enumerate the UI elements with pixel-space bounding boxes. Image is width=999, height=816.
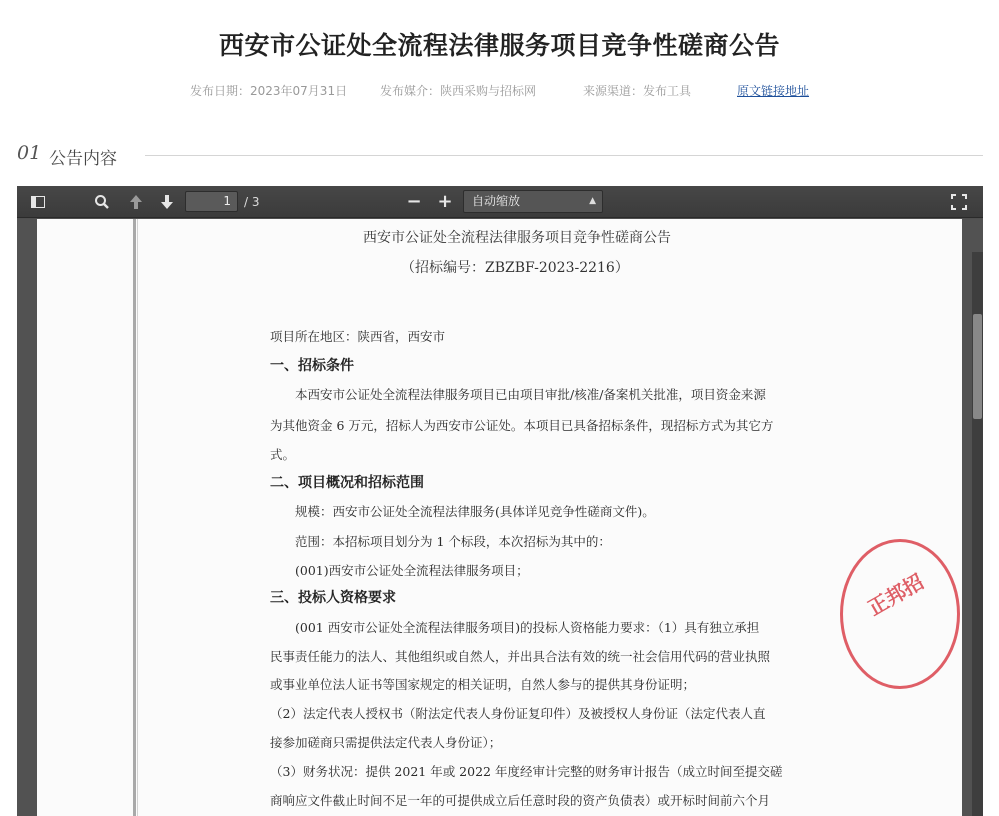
arrow-down-icon[interactable] bbox=[156, 191, 178, 213]
doc-line: （3）财务状况：提供 2021 年或 2022 年度经审计完整的财务审计报告（成立时间至提交磋 bbox=[270, 764, 783, 779]
doc-line: 民事责任能力的法人、其他组织或自然人，并出具合法有效的统一社会信用代码的营业执照 bbox=[270, 649, 771, 664]
scan-edge bbox=[133, 219, 136, 816]
zoom-value: 自动缩放 bbox=[472, 194, 521, 208]
doc-line: 式。 bbox=[270, 447, 296, 462]
section-divider bbox=[145, 155, 983, 156]
doc-line: 范围：本招标项目划分为 1 个标段，本次招标为其中的： bbox=[295, 534, 611, 549]
minus-icon[interactable]: − bbox=[406, 191, 422, 212]
document-area[interactable] bbox=[17, 219, 983, 816]
section-header bbox=[17, 142, 983, 168]
doc-line: (001 西安市公证处全流程法律服务项目)的投标人资格能力要求：（1）具有独立承担 bbox=[295, 620, 760, 635]
pdf-viewer bbox=[17, 186, 983, 816]
sidebar-toggle-icon[interactable] bbox=[27, 191, 49, 213]
source-channel: 来源渠道：发布工具 bbox=[583, 84, 692, 98]
document-page bbox=[37, 219, 962, 816]
section-label: 公告内容 bbox=[49, 149, 117, 169]
page-number-input[interactable]: 1 bbox=[185, 191, 238, 212]
doc-heading-2: 二、项目概况和招标范围 bbox=[270, 475, 424, 491]
original-link[interactable]: 原文链接地址 bbox=[737, 84, 810, 98]
zoom-select[interactable] bbox=[463, 190, 603, 213]
doc-line: 本西安市公证处全流程法律服务项目已由项目审批/核准/备案机关批准，项目资金来源 bbox=[295, 387, 766, 402]
doc-line: 为其他资金 6 万元，招标人为西安市公证处。本项目已具备招标条件，现招标方式为其它方 bbox=[270, 418, 774, 433]
scan-edge-light bbox=[137, 219, 138, 816]
scrollbar[interactable] bbox=[972, 252, 983, 816]
arrow-up-icon[interactable] bbox=[125, 191, 147, 213]
doc-line: (001)西安市公证处全流程法律服务项目； bbox=[295, 563, 529, 578]
doc-region: 项目所在地区：陕西省，西安市 bbox=[270, 329, 446, 344]
fullscreen-icon[interactable] bbox=[948, 191, 970, 213]
page-title: 西安市公证处全流程法律服务项目竞争性磋商公告 bbox=[218, 31, 780, 60]
doc-line: 商响应文件截止时间不足一年的可提供成立后任意时段的资产负债表）或开标时间前六个月 bbox=[270, 793, 771, 808]
doc-line: 接参加磋商只需提供法定代表人身份证）； bbox=[270, 735, 502, 750]
search-icon[interactable] bbox=[91, 191, 113, 213]
publish-date: 发布日期：2023年07月31日 bbox=[190, 84, 348, 98]
publish-media: 发布媒介：陕西采购与招标网 bbox=[380, 84, 537, 98]
doc-title: 西安市公证处全流程法律服务项目竞争性磋商公告 bbox=[363, 230, 671, 246]
doc-line: 或事业单位法人证书等国家规定的相关证明，自然人参与的提供其身份证明； bbox=[270, 677, 696, 692]
section-number: 01 bbox=[17, 142, 42, 164]
chevron-updown-icon: ▲ bbox=[589, 196, 596, 206]
doc-line: 规模：西安市公证处全流程法律服务(具体详见竞争性磋商文件)。 bbox=[295, 504, 655, 519]
doc-line: （2）法定代表人授权书（附法定代表人身份证复印件）及被授权人身份证（法定代表人直 bbox=[270, 706, 766, 721]
scrollbar-thumb[interactable] bbox=[973, 314, 982, 419]
red-seal-stamp bbox=[840, 539, 960, 689]
doc-code: （招标编号：ZBZBF-2023-2216） bbox=[401, 260, 629, 276]
meta-row bbox=[0, 82, 999, 98]
doc-heading-1: 一、招标条件 bbox=[270, 358, 354, 374]
page-total: / 3 bbox=[244, 195, 260, 209]
plus-icon[interactable]: + bbox=[437, 191, 453, 212]
pdf-toolbar bbox=[17, 186, 983, 218]
seal-text: 正邦招 bbox=[863, 569, 928, 621]
doc-heading-3: 三、投标人资格要求 bbox=[270, 590, 396, 606]
